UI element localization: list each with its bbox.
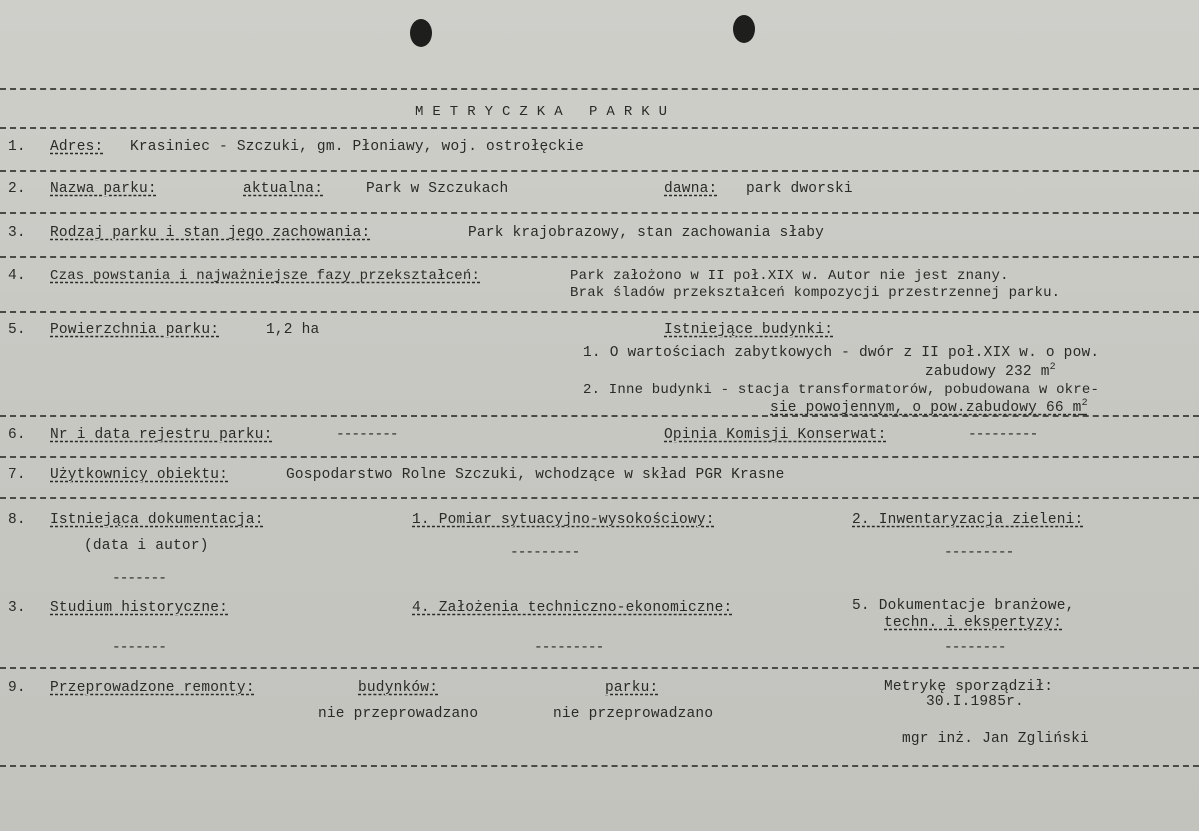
documentation-value: -------	[112, 571, 166, 587]
row-number: 3.	[8, 225, 26, 241]
technical-assumptions-value: ---------	[534, 640, 604, 656]
register-value: --------	[336, 427, 398, 443]
punch-hole	[410, 19, 432, 47]
divider	[0, 497, 1199, 499]
greenery-label: 2. Inwentaryzacja zieleni:	[852, 512, 1084, 528]
users-value: Gospodarstwo Rolne Szczuki, wchodzące w skład PGR Krasne	[286, 467, 785, 483]
building-1-line2: zabudowy 232 $m^2$	[925, 362, 1056, 380]
author-name: mgr inż. Jan Zgliński	[902, 731, 1089, 747]
row-number: 8.	[8, 512, 26, 528]
prepared-by-label: Metrykę sporządził:	[884, 679, 1054, 695]
page-title: METRYCZKA PARKU	[415, 104, 677, 120]
divider	[0, 256, 1199, 258]
current-name-label: aktualna:	[243, 181, 324, 197]
row-number: 2.	[8, 181, 26, 197]
divider	[0, 212, 1199, 214]
former-name-label: dawna:	[664, 181, 718, 197]
industry-docs-label: 5. Dokumentacje branżowe,	[852, 598, 1075, 614]
history-line1: Park założono w II poł.XIX w. Autor nie jest znany.	[570, 268, 1009, 284]
address-label: Adres:	[50, 139, 104, 155]
row-number: 4.	[8, 268, 26, 284]
park-name-label: Nazwa parku:	[50, 181, 157, 197]
divider	[0, 311, 1199, 313]
row-number: 5.	[8, 322, 26, 338]
building-1-line1: 1. O wartościach zabytkowych - dwór z II poł.XIX w. o pow.	[583, 345, 1100, 361]
area-label: Powierzchnia parku:	[50, 322, 220, 338]
expertise-value: --------	[944, 640, 1006, 656]
row-number: 9.	[8, 680, 26, 696]
building-2-line2: sie powojennym, o pow.zabudowy 66 $m^2$	[770, 398, 1088, 416]
opinion-label: Opinia Komisji Konserwat:	[664, 427, 887, 443]
technical-assumptions-label: 4. Założenia techniczno-ekonomiczne:	[412, 600, 733, 616]
divider	[0, 667, 1199, 669]
park-renov-label: parku:	[605, 680, 659, 696]
park-type-value: Park krajobrazowy, stan zachowania słaby	[468, 225, 825, 241]
row-number: 3.	[8, 600, 26, 616]
current-name-value: Park w Szczukach	[366, 181, 509, 197]
prepared-date: 30.I.1985r.	[926, 694, 1024, 710]
divider	[0, 127, 1199, 129]
park-type-label: Rodzaj parku i stan jego zachowania:	[50, 225, 371, 241]
history-label: Czas powstania i najważniejsze fazy przekształceń:	[50, 268, 481, 284]
punch-hole	[733, 15, 755, 43]
history-line2: Brak śladów przekształceń kompozycji przestrzennej parku.	[570, 285, 1061, 301]
survey-value: ---------	[510, 545, 580, 561]
greenery-value: ---------	[944, 545, 1014, 561]
buildings-renov-value: nie przeprowadzano	[318, 706, 479, 722]
park-renov-value: nie przeprowadzano	[553, 706, 714, 722]
historical-study-value: -------	[112, 640, 166, 656]
opinion-value: ---------	[968, 427, 1038, 443]
buildings-label: Istniejące budynki:	[664, 322, 834, 338]
buildings-renov-label: budynków:	[358, 680, 439, 696]
address-value: Krasiniec - Szczuki, gm. Płoniawy, woj. ostrołęckie	[130, 139, 584, 155]
area-value: 1,2 ha	[266, 322, 320, 338]
row-number: 1.	[8, 139, 26, 155]
row-number: 6.	[8, 427, 26, 443]
divider	[0, 88, 1199, 90]
register-label: Nr i data rejestru parku:	[50, 427, 273, 443]
users-label: Użytkownicy obiektu:	[50, 467, 229, 483]
divider	[0, 765, 1199, 767]
renovations-label: Przeprowadzone remonty:	[50, 680, 255, 696]
survey-label: 1. Pomiar sytuacyjno-wysokościowy:	[412, 512, 715, 528]
building-2-line1: 2. Inne budynki - stacja transformatorów, pobudowana w okre-	[583, 382, 1100, 398]
former-name-value: park dworski	[746, 181, 853, 197]
historical-study-label: Studium historyczne:	[50, 600, 229, 616]
documentation-sublabel: (data i autor)	[84, 538, 209, 554]
divider	[0, 170, 1199, 172]
documentation-label: Istniejąca dokumentacja:	[50, 512, 264, 528]
divider	[0, 456, 1199, 458]
expertise-label: techn. i ekspertyzy:	[884, 615, 1063, 631]
row-number: 7.	[8, 467, 26, 483]
